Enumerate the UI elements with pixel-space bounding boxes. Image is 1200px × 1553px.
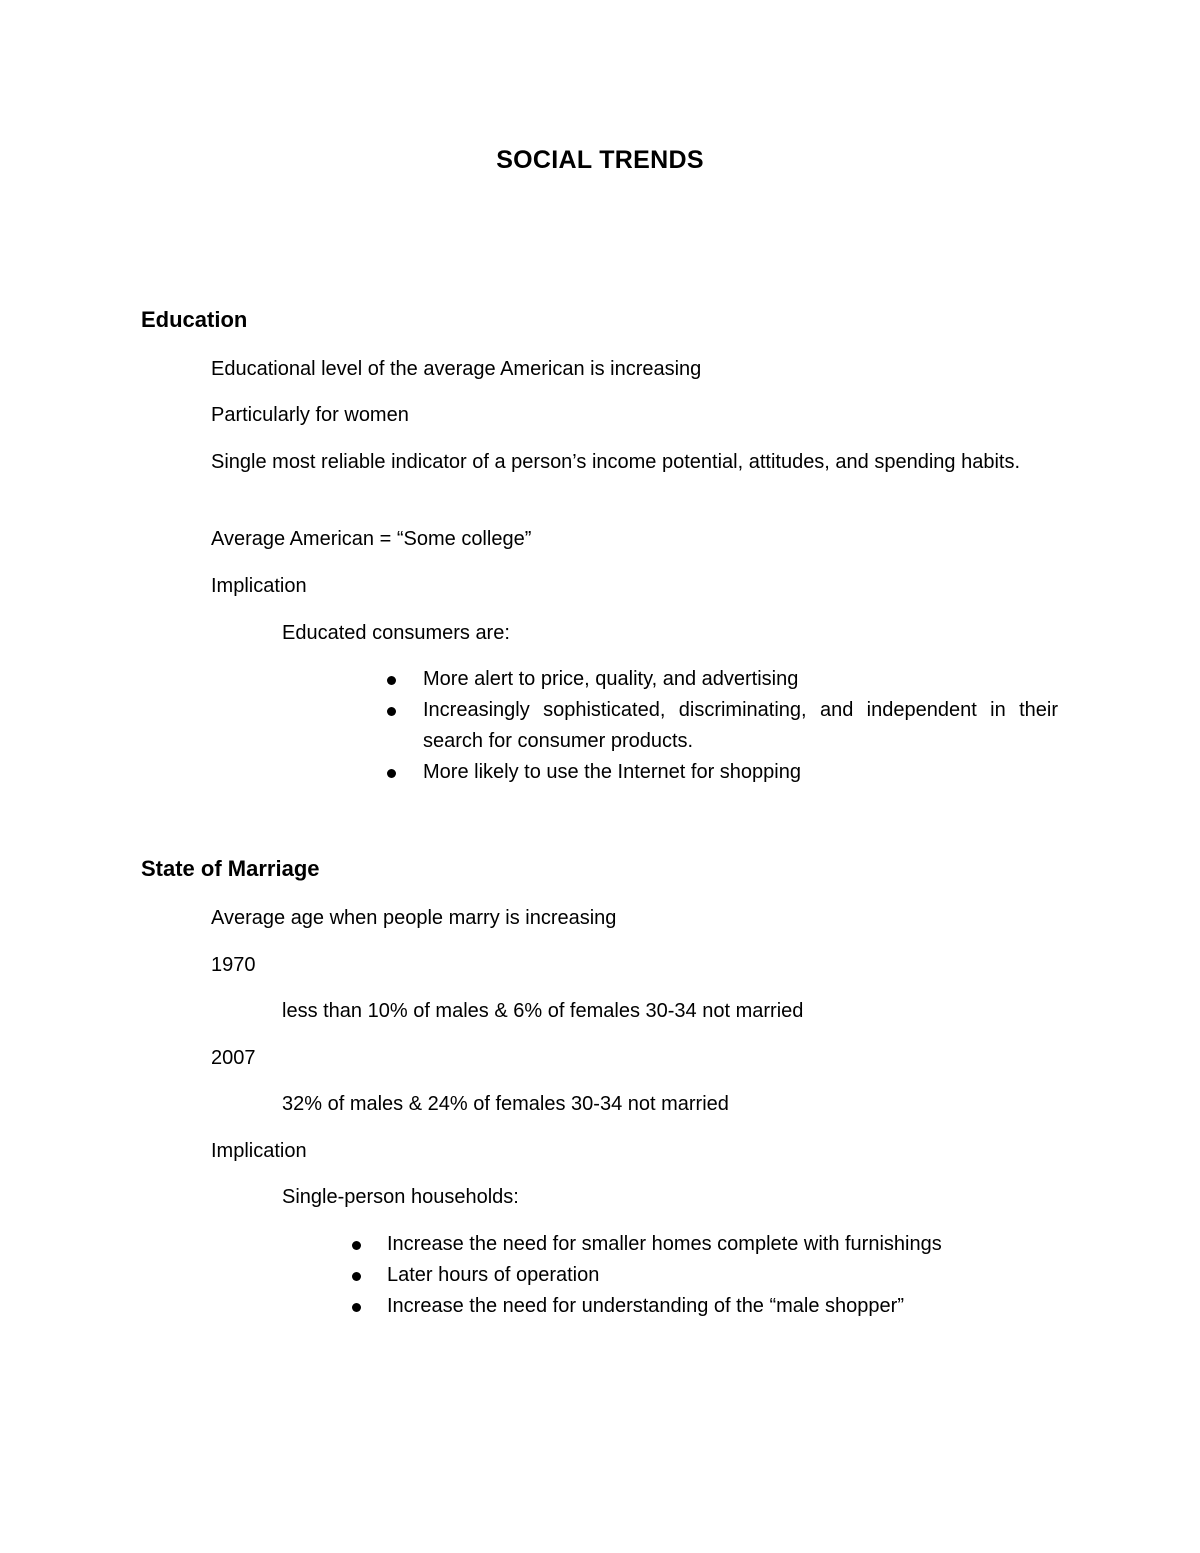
list-item: Increase the need for smaller homes complete with furnishings xyxy=(387,1233,942,1255)
list-item: Later hours of operation xyxy=(387,1264,600,1286)
bullet-icon xyxy=(352,1272,361,1281)
section-heading-education: Education xyxy=(141,307,248,332)
marriage-year-2007: 2007 xyxy=(211,1047,256,1069)
marriage-year-1970: 1970 xyxy=(211,954,256,976)
education-line-3: Single most reliable indicator of a person’s income potential, attitudes, and spending habits. xyxy=(211,451,1021,473)
bullet-icon xyxy=(352,1241,361,1250)
bullet-icon xyxy=(387,707,396,716)
marriage-year-2007-detail: 32% of males & 24% of females 30-34 not married xyxy=(282,1093,729,1115)
bullet-icon xyxy=(387,769,396,778)
education-line-4: Average American = “Some college” xyxy=(211,528,532,550)
list-item: More alert to price, quality, and advertising xyxy=(423,668,799,690)
marriage-implication-intro: Single-person households: xyxy=(282,1186,519,1208)
education-line-1: Educational level of the average American is increasing xyxy=(211,358,702,380)
bullet-icon xyxy=(352,1303,361,1312)
marriage-year-1970-detail: less than 10% of males & 6% of females 30-34 not married xyxy=(282,1000,804,1022)
page-title: SOCIAL TRENDS xyxy=(496,146,704,174)
education-implication-label: Implication xyxy=(211,575,307,597)
bullet-icon xyxy=(387,676,396,685)
list-item: More likely to use the Internet for shopping xyxy=(423,761,801,783)
list-item: Increase the need for understanding of the “male shopper” xyxy=(387,1295,904,1317)
education-implication-intro: Educated consumers are: xyxy=(282,622,510,644)
marriage-implication-label: Implication xyxy=(211,1140,307,1162)
section-heading-marriage: State of Marriage xyxy=(141,856,320,881)
list-item: Increasingly sophisticated, discriminating, and independent in their search for consumer products. xyxy=(423,699,1058,752)
education-line-2: Particularly for women xyxy=(211,404,409,426)
marriage-line-1: Average age when people marry is increasing xyxy=(211,907,617,929)
